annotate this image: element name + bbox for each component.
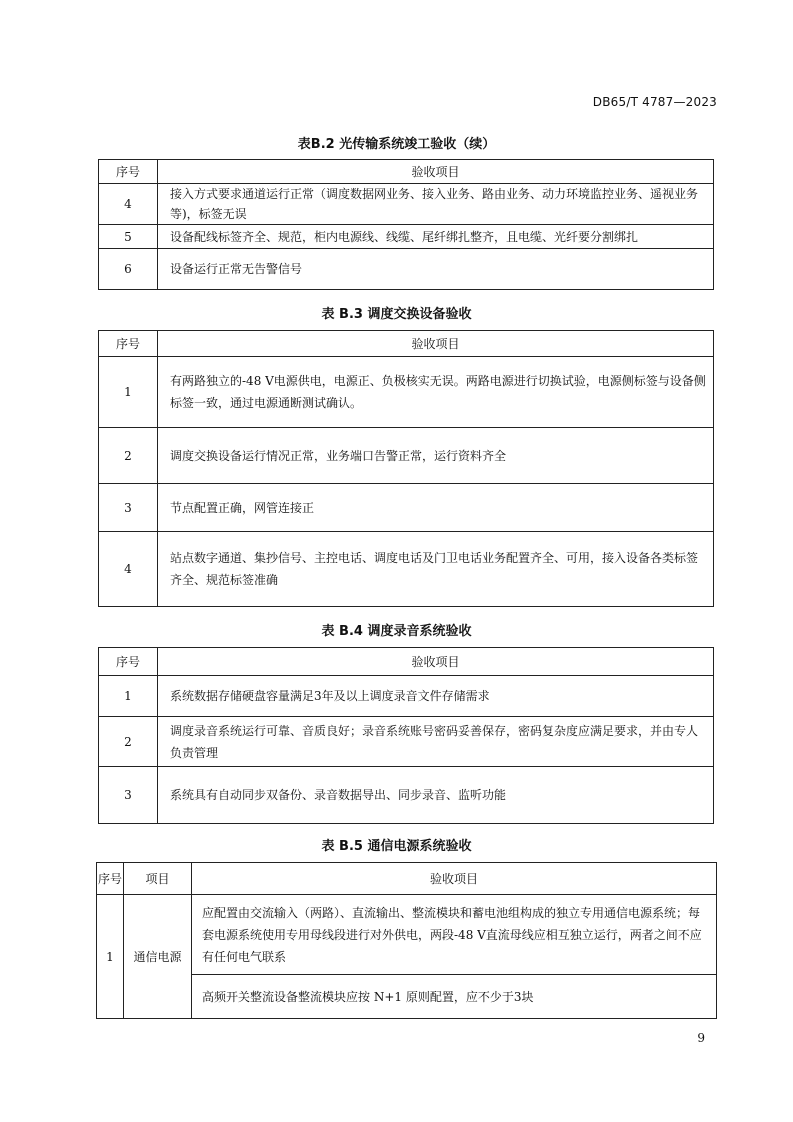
column-header-item: 验收项目 — [158, 648, 714, 676]
table-b4 — [98, 647, 714, 824]
column-header-project: 项目 — [124, 863, 192, 895]
row-text: 节点配置正确，网管连接正 — [158, 484, 714, 532]
column-header-no: 序号 — [99, 331, 158, 357]
row-number: 1 — [99, 676, 158, 717]
table-row — [99, 428, 714, 484]
row-text: 系统数据存储硬盘容量满足3年及以上调度录音文件存储需求 — [158, 676, 714, 717]
row-text: 设备配线标签齐全、规范，柜内电源线、线缆、尾纤绑扎整齐，且电缆、光纤要分割绑扎 — [158, 225, 714, 249]
row-number: 2 — [99, 428, 158, 484]
row-text: 高频开关整流设备整流模块应按 N+1 原则配置，应不少于3块 — [192, 975, 717, 1019]
table-b5 — [96, 862, 717, 1019]
table-row — [99, 532, 714, 607]
table-b3 — [98, 330, 714, 607]
table-row — [99, 484, 714, 532]
table-row — [99, 357, 714, 428]
column-header-no: 序号 — [99, 648, 158, 676]
row-text: 有两路独立的-48 V电源供电，电源正、负极核实无误。两路电源进行切换试验，电源侧标签与设备侧标签一致，通过电源通断测试确认。 — [158, 357, 714, 428]
table-b2-title: 表B.2 光传输系统竣工验收（续） — [297, 137, 496, 152]
row-number: 5 — [99, 225, 158, 249]
table-row — [99, 249, 714, 290]
table-row — [99, 717, 714, 767]
row-text: 调度录音系统运行可靠、音质良好；录音系统账号密码妥善保存，密码复杂度应满足要求，并由专人负责管理 — [158, 717, 714, 767]
table-b4-title: 表 B.4 调度录音系统验收 — [321, 624, 472, 639]
row-number: 6 — [99, 249, 158, 290]
row-number: 1 — [97, 895, 124, 1019]
table-b5-title: 表 B.5 通信电源系统验收 — [321, 839, 472, 854]
table-row — [99, 767, 714, 824]
row-number: 4 — [99, 184, 158, 225]
table-row — [99, 184, 714, 225]
row-text: 系统具有自动同步双备份、录音数据导出、同步录音、监听功能 — [158, 767, 714, 824]
row-text: 应配置由交流输入（两路）、直流输出、整流模块和蓄电池组构成的独立专用通信电源系统；每套电源系统使用专用母线段进行对外供电，两段-48 V直流母线应相互独立运行，两者之间不应有任何电气联系 — [192, 895, 717, 975]
table-row — [99, 225, 714, 249]
column-header-item: 验收项目 — [158, 160, 714, 184]
page-number: 9 — [697, 1031, 705, 1045]
row-number: 4 — [99, 532, 158, 607]
row-text: 调度交换设备运行情况正常，业务端口告警正常，运行资料齐全 — [158, 428, 714, 484]
column-header-no: 序号 — [99, 160, 158, 184]
row-number: 2 — [99, 717, 158, 767]
document-code: DB65/T 4787—2023 — [592, 95, 717, 109]
row-number: 3 — [99, 767, 158, 824]
row-project: 通信电源 — [124, 895, 192, 1019]
column-header-no: 序号 — [97, 863, 124, 895]
row-text: 设备运行正常无告警信号 — [158, 249, 714, 290]
row-text: 站点数字通道、集抄信号、主控电话、调度电话及门卫电话业务配置齐全、可用，接入设备各类标签齐全、规范标签准确 — [158, 532, 714, 607]
row-text: 接入方式要求通道运行正常（调度数据网业务、接入业务、路由业务、动力环境监控业务、遥视业务等)，标签无误 — [158, 184, 714, 225]
column-header-item: 验收项目 — [192, 863, 717, 895]
table-row — [99, 676, 714, 717]
column-header-item: 验收项目 — [158, 331, 714, 357]
table-row — [97, 895, 717, 975]
table-b2 — [98, 159, 714, 290]
row-number: 3 — [99, 484, 158, 532]
table-b3-title: 表 B.3 调度交换设备验收 — [321, 307, 472, 322]
row-number: 1 — [99, 357, 158, 428]
